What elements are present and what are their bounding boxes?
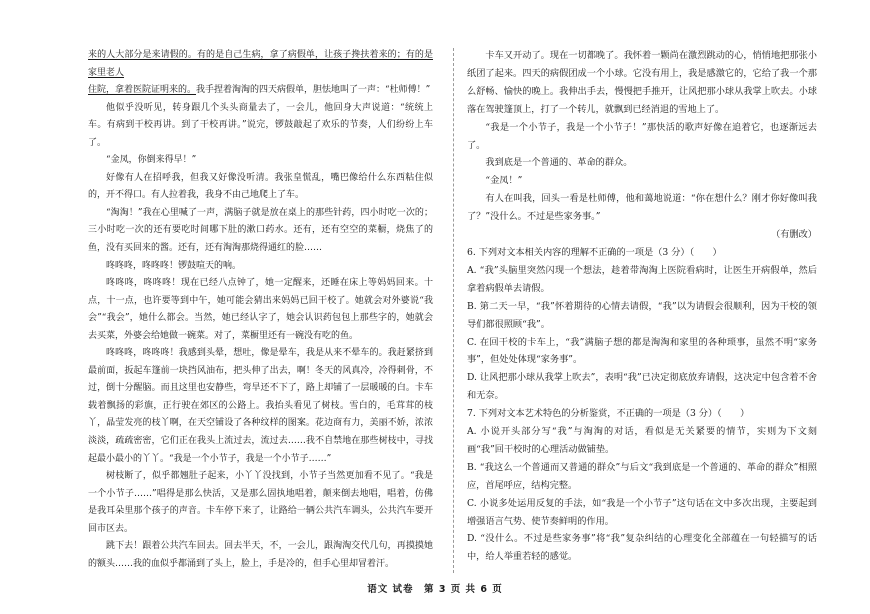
option-7c: C. 小说多处运用反复的手法，如“我是一个小节子”这句话在文中多次出现，主要起到增强语言气势、使节奏鲜明的作用。: [467, 497, 817, 527]
option-7b: B. “我这么一个普通而又普通的群众”与后文“我到底是一个普通的、革命的群众”相照应，首尾呼应，结构完整。: [467, 461, 817, 491]
sentence: 我手捏着淘淘的四天病假单，胆怯地叫了一声：“杜师傅！”: [196, 85, 431, 96]
paragraph: 好像有人在招呼我，但我又好像没听清。我张皇慌乱，嘴巴像给什么东西粘住似的，开不得口。有人拉着我，我身不由己地爬上了车。: [88, 172, 433, 201]
paragraph: 有人在叫我，回头一看是杜师傅，他和蔼地说道：“你在想什么？刚才你好像叫我了？”没什么。不过是些家务事。”: [467, 193, 817, 223]
underlined-sentence: 住院，拿着医院证明来的。: [88, 85, 197, 96]
option-6c: C. 在回干校的卡车上，“我”满脑子想的都是淘淘和家里的各种琐事，虽然不明“家务事”，但处处体现“家务事”。: [467, 336, 817, 366]
paragraph: 跳下去！跟着公共汽车回去。回去半天，不，一会儿，跟淘淘交代几句，再摸摸她的额头……我的血似乎都涌到了头上，脸上，手是冷的，但手心里却冒着汗。: [88, 541, 433, 569]
question-6: 6. 下列对文本相关内容的理解不正确的一项是（3 分）（ ）: [467, 246, 722, 258]
option-6b: B. 第二天一早，“我”怀着期待的心情去请假，“我”以为请假会很顺利，因为干校的领导们都很照顾“我”。: [467, 300, 817, 330]
question-7: 7. 下列对文本艺术特色的分析鉴赏，不正确的一项是（3 分）（ ）: [467, 408, 750, 420]
left-column: [88, 47, 433, 573]
paragraph: “金凤，你倒来得早！”: [106, 155, 197, 166]
source-note: （有删改）: [771, 229, 817, 241]
paragraph: “金凤！”: [485, 175, 523, 187]
paragraph: 咚咚咚，咚咚咚！现在已经八点钟了，她一定醒来，还睡在床上等妈妈回来。十点，十一点，也许要等到中午，她可能会猜出来妈妈已回干校了。她就会对外婆说“我会”“我会”，她什么都会。当然，她已经认字了，她会认识药包包上那些字的，她就会去买菜，外婆会给她做一碗菜。对了，菜橱里还有一碗没有吃的鱼。: [88, 278, 433, 341]
paragraph: [88, 47, 433, 100]
paragraph: 树枝断了，似乎都翘肚子起来，小丫丫没找到，小节子当然更加看不见了。“我是一个小节子……”唱得是那么快活，又是那么固执地唱着，颠来倒去地唱，唱着，仿佛是我耳朵里那个孩子的声音。卡车停下来了，让路给一辆公共汽车调头，公共汽车要开回市区去。: [88, 471, 433, 534]
option-6a: A. “我”头脑里突然闪现一个想法，趁着带淘淘上医院看病时，让医生开病假单，然后拿着病假单去请假。: [467, 264, 817, 294]
option-7a: A. 小说开头部分写“我”与淘淘的对话，看似是无关紧要的情节，实则为下文刻画“我”回干校时的心理活动做铺垫。: [467, 426, 817, 455]
right-column: [467, 47, 817, 566]
paragraph: “淘淘！”我在心里喊了一声，满脑子就是放在桌上的那些针药，四小时吃一次的；三小时吃一次的还有要吃时间哪下肚的漱口药水。还有，还有空空的菜橱，烧焦了的鱼，没有买回来的酱。还有，还有淘淘那烧得通红的脸……: [88, 207, 433, 254]
page-footer: 语文 试卷 第 3 页 共 6 页: [367, 584, 503, 595]
underlined-sentence: 来的人大部分是来请假的。有的是自己生病，拿了病假单，让孩子搀扶着来的；有的是家里老人: [88, 50, 433, 78]
column-divider: [453, 48, 454, 573]
paragraph: 咚咚咚，咚咚咚！锣鼓喧天的响。: [106, 260, 242, 271]
paragraph: 卡车又开动了。现在一切都晚了。我怀着一颗尚在激烈跳动的心，悄悄地把那张小纸团了起来。四天的病假团成一个小球。它没有用上，我是感激它的，它给了我一个那么舒畅、愉快的晚上。我伸出手去，慢慢把手推开，让风把那小球从我掌上吹去。小球落在驾驶篷顶上，打了一个转儿，就飘到已经消退的雪地上了。: [467, 50, 817, 115]
option-7d: D. “没什么。不过是些家务事”将“我”复杂纠结的心理变化全部蕴在一句轻描写的话中，给人举重若轻的感觉。: [467, 533, 817, 563]
paragraph: 他似乎没听见，转身跟几个头头商量去了，一会儿，他回身大声说道：“统统上车。有病到干校再讲。到了干校再讲。”说完，锣鼓敲起了欢乐的节奏，人们纷纷上车了。: [88, 102, 433, 148]
paragraph: 我到底是一个普通的、革命的群众。: [485, 157, 633, 169]
option-6d: D. 让风把那小球从我掌上吹去”，表明“我”已决定彻底放弃请假，这决定中包含着不舍和无奈。: [467, 372, 817, 402]
paragraph: “我是一个小节子，我是一个小节子！”那快活的歌声好像在追着它，也逐渐远去了。: [467, 121, 817, 151]
paragraph: 咚咚咚，咚咚咚！我感到头晕，想吐，像是晕车，我是从来不晕车的。我赶紧挤到最前面，扳起车篷前一块挡风油布，把头伸了出去，啊！冬天的风真冷，冷得刺骨，不过，倒十分醒脑。而且这里也安静些，弯旱还不下了，路上却铺了一层暖暖的白。卡车载着飘扬的彩旗，正行驶在郊区的公路上。我抬头看见了树枝。雪白的，毛茸茸的枝丫，晶莹发亮的枝丫啊，在天空铺设了各种纹样的图案。花边商有力，美丽不娇，浓浓淡淡，疏疏密密，它们正在我头上流过去，流过去……我不自禁地在那些树枝中，寻找起最小最小的丫丫。“我是一个小节子，我是一个小节子……”: [88, 348, 433, 464]
